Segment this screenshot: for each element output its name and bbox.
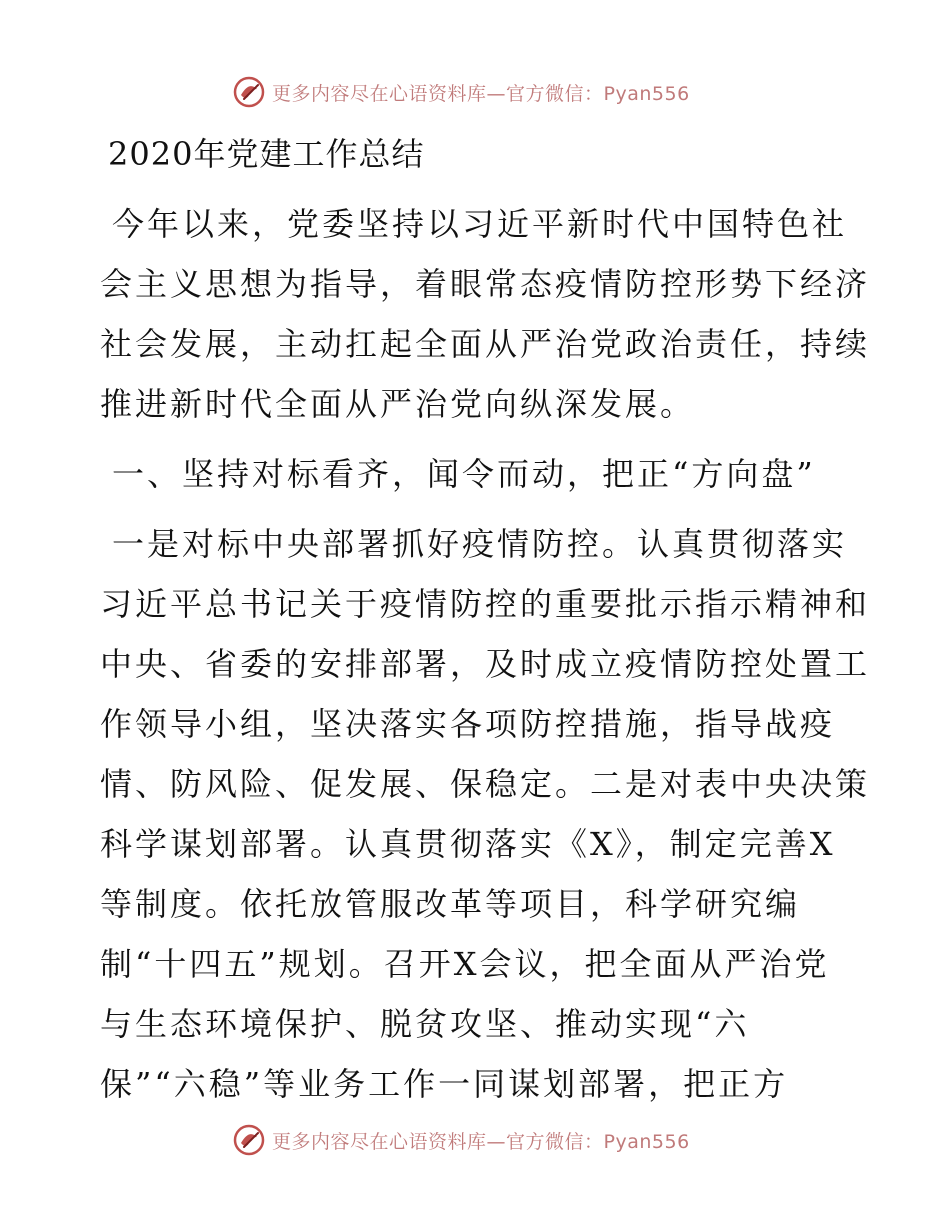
paragraph-line: 习近平总书记关于疫情防控的重要批示指示精神和 [100,585,871,623]
paragraph-line: 等制度。依托放管服改革等项目，科学研究编 [100,885,801,923]
paragraph-line: 科学谋划部署。认真贯彻落实《X》，制定完善X [100,825,836,863]
banner-text: 更多内容尽在心语资料库—官方微信：Pyan556 [272,82,690,105]
footer-banner [232,1122,690,1158]
paragraph-line: 社会发展，主动扛起全面从严治党政治责任，持续 [100,325,871,363]
paragraph-line: 一是对标中央部署抓好疫情防控。认真贯彻落实 [112,525,848,563]
paragraph-line: 保”“六稳”等业务工作一同谋划部署，把正方 [100,1065,789,1103]
paragraph-line: 制“十四五”规划。召开X会议，把全面从严治党 [100,945,830,983]
paragraph-line: 会主义思想为指导，着眼常态疫情防控形势下经济 [100,265,871,303]
logo-icon [232,1123,266,1157]
paragraph-line: 中央、省委的安排部署，及时成立疫情防控处置工 [100,645,871,683]
banner-text: 更多内容尽在心语资料库—官方微信：Pyan556 [272,1130,690,1153]
paragraph-line: 推进新时代全面从严治党向纵深发展。 [100,385,696,423]
paragraph-line: 今年以来，党委坚持以习近平新时代中国特色社 [112,205,848,243]
paragraph-line: 作领导小组，坚决落实各项防控措施，指导战疫 [100,705,836,743]
section-heading: 一、坚持对标看齐，闻令而动，把正“方向盘” [112,455,816,493]
page-title: 2020年党建工作总结 [108,135,425,173]
document-body [100,124,871,1114]
header-banner [232,74,690,110]
logo-icon [232,75,266,109]
paragraph-line: 情、防风险、促发展、保稳定。二是对表中央决策 [100,765,871,803]
paragraph-line: 与生态环境保护、脱贫攻坚、推动实现“六 [100,1005,750,1043]
